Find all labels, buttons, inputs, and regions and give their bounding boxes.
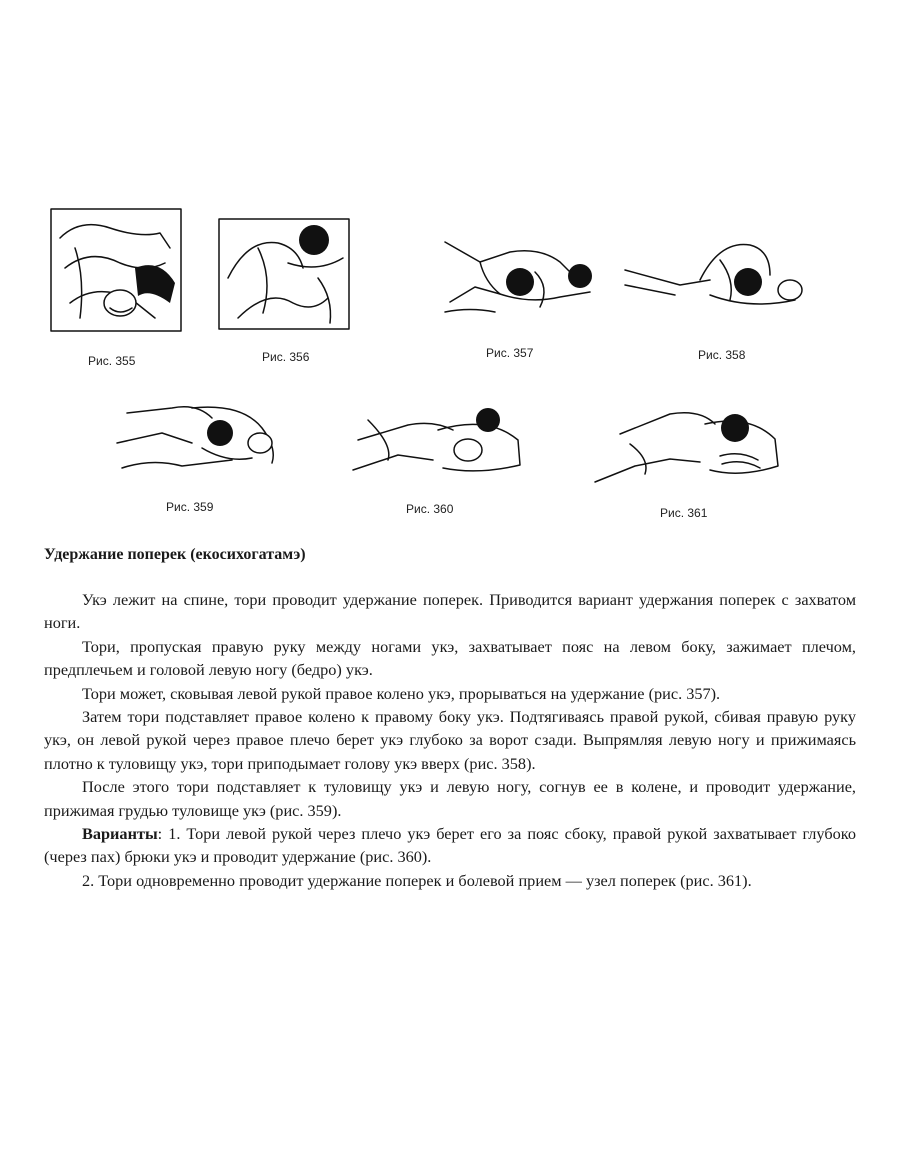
section-heading: Удержание поперек (екосихогатамэ) [44, 546, 306, 563]
figure-357 [440, 232, 600, 322]
figure-359-caption: Рис. 359 [166, 500, 214, 514]
body-text [44, 588, 856, 892]
figure-355 [50, 208, 182, 332]
variant-1-text: : 1. Тори левой рукой через плечо укэ берет его за пояс сбоку, правой рукой захватывает глубоко (через пах) брюки укэ и проводит удержание (рис. 360). [44, 824, 856, 867]
figure-360-drawing [348, 400, 528, 480]
paragraph-3: Тори может, сковывая левой рукой правое колено укэ, прорываться на удержание (рис. 357). [82, 683, 721, 703]
paragraph-1: Укэ лежит на спине, тори проводит удержание поперек. Приводится вариант удержания поперек с захватом ноги. [44, 590, 856, 633]
figure-361-drawing [590, 404, 790, 490]
figure-361 [590, 404, 790, 490]
figure-356-drawing [218, 218, 350, 330]
figure-357-drawing [440, 232, 600, 322]
figure-359 [112, 398, 292, 478]
paragraph-variant-2: 2. Тори одновременно проводит удержание поперек и болевой прием — узел поперек (рис. 361). [82, 870, 752, 890]
paragraph-5: После этого тори подставляет к туловищу укэ и левую ногу, согнув ее в колене, и проводит удержание, прижимая грудью туловище укэ (рис. 359). [44, 777, 856, 820]
figure-358-caption: Рис. 358 [698, 348, 746, 362]
figure-360 [348, 400, 528, 480]
figure-356 [218, 218, 350, 330]
paragraph-variants [44, 822, 856, 869]
figure-358 [620, 240, 816, 320]
figure-361-caption: Рис. 361 [660, 506, 708, 520]
paragraph-2: Тори, пропуская правую руку между ногами укэ, захватывает пояс на левом боку, зажимает плечом, предплечьем и головой левую ногу (бедро) укэ. [44, 636, 856, 680]
cropped-line-fragment [44, 964, 856, 974]
figure-358-drawing [620, 240, 816, 320]
variants-label: Варианты [82, 824, 158, 844]
figure-355-caption: Рис. 355 [88, 354, 136, 368]
figure-357-caption: Рис. 357 [486, 346, 534, 360]
paragraph-4: Затем тори подставляет правое колено к правому боку укэ. Подтягиваясь правой рукой, сбивая правую руку укэ, он левой рукой через правое плечо берет укэ глубоко за ворот сзади. Выпрямляя левую ногу и прижимаясь плотно к туловищу укэ, тори приподымает голову укэ вверх (рис. 358). [44, 707, 856, 773]
figure-355-drawing [50, 208, 182, 332]
figure-356-caption: Рис. 356 [262, 350, 310, 364]
figure-360-caption: Рис. 360 [406, 502, 454, 516]
figure-359-drawing [112, 398, 292, 478]
